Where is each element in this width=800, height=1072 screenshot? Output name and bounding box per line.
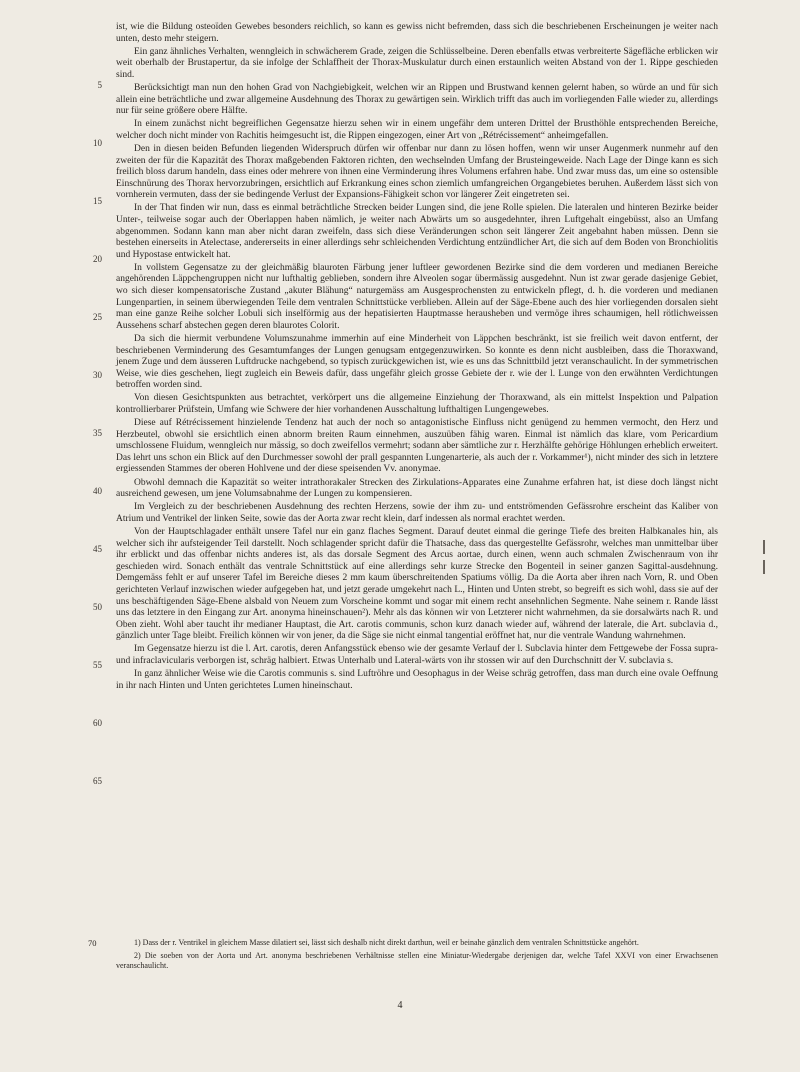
line-number: 60 bbox=[93, 718, 102, 728]
margin-mark bbox=[763, 540, 765, 554]
paragraph: Von diesen Gesichtspunkten aus betrachtet, verkörpert uns die allgemeine Einziehung der Thoraxwand, als ein mittelst Inspektion und Palpation kontrollierbarer Prüfstein, Umfang wie Schwere der hier vorhandenen Ausschaltung lufthaltigen Lungengewebes. bbox=[116, 393, 718, 415]
paragraph: Da sich die hiermit verbundene Volumszunahme immerhin auf eine Minderheit von Läppchen beschränkt, ist sie freilich weit davon entfernt, der beschriebenen Verminderung des Gesamtumfanges der Lungen genugsam entgegenzuwirken. So konnte es denn nicht ausbleiben, dass die Thoraxwand, jenem Zuge und dem äusseren Luftdrucke nachgebend, so typisch zurückgewichen ist, wie es uns das Schnittbild jetzt veranschaulicht. In der symmetrischen Weise, wie dies geschehen, liegt zugleich ein Beweis dafür, dass ungefähr gleich grosse Gebiete der r. wie der l. Lunge von den erwähnten Verdichtungen betroffen worden sind. bbox=[116, 333, 718, 391]
paragraph: Den in diesen beiden Befunden liegenden Widerspruch dürfen wir offenbar nur dann zu lösen hoffen, wenn wir unser Augenmerk nunmehr auf den zweiten der für die Kapazität des Thorax maßgebenden Faktoren richten, den wechselnden Umfang der Brusteingeweide. Nach Lage der Dinge kann es sich freilich bloss darum handeln, dass eines oder mehrere von ihnen eine Verminderung ihres Volumens erfahren habe. Und zwar muss das, um eine so ostensible Einschnürung des Thorax hervorzubringen, ersichtlich auf Erkrankung eines schon ziemlich umfangreichen Organgebietes beruhen. Außerdem lässt sich von vornherein vermuten, dass der sie bedingende Verlust der Expansions-Fähigkeit schon vor längerer Zeit eingetreten sei. bbox=[116, 143, 718, 201]
footnote: 1) Dass der r. Ventrikel in gleichem Masse dilatiert sei, lässt sich deshalb nicht direkt darthun, weil er beinahe gänzlich dem ventralen Schnittstücke angehört. bbox=[134, 938, 639, 947]
line-number: 10 bbox=[93, 138, 102, 148]
line-number: 40 bbox=[93, 486, 102, 496]
line-number: 30 bbox=[93, 370, 102, 380]
paragraph: ist, wie die Bildung osteoïden Gewebes besonders reichlich, so kann es gewiss nicht befremden, dass sich die beschriebenen Erscheinungen je weiter nach unten, desto mehr steigern. bbox=[116, 22, 718, 44]
line-number: 20 bbox=[93, 254, 102, 264]
paragraph: In einem zunächst nicht begreiflichen Gegensatze hierzu sehen wir in einem ungefähr dem unteren Drittel der Brusthöhle entsprechenden Bereiche, welcher doch nicht minder von Rachitis heimgesucht ist, die Rippen eingezogen, einer Art von „Rétrécissement“ anheimgefallen. bbox=[116, 119, 718, 141]
margin-mark bbox=[763, 560, 765, 574]
line-number: 15 bbox=[93, 196, 102, 206]
paragraph: In vollstem Gegensatze zu der gleichmäßig blauroten Färbung jener luftleer gewordenen Bezirke sind die dem vorderen und medianen Bereiche angehörenden Läppchengruppen nicht nur lufthaltig geblieben, sondern ihre Alveolen sogar übermässig ausgedehnt. Nun ist zwar gerade dasjenige Gebiet, wo sich dieser kompensatorische Zustand „akuter Blähung“ naturgemäss am Ausgesprochensten zu entwickeln pflegt, d. h. die vorderen und medianen Lungenpartien, in seinem überwiegenden Teile dem ventralen Schnittstücke verblieben. Allein auf der Säge-Ebene auch des hier vorliegenden dorsalen sieht man eine ganze Reihe solcher Lobuli sich inselförmig aus der hepatisierten Hauptmasse herausheben und vermöge ihres schaumigen, hell rötlichweissen Aussehens scharf abstechen gegen deren blaurotes Colorit. bbox=[116, 262, 718, 331]
line-number: 45 bbox=[93, 544, 102, 554]
body-text bbox=[93, 22, 719, 786]
footnote: 2) Die soeben von der Aorta und Art. anonyma beschriebenen Verhältnisse stellen eine Miniatur-Wiedergabe derjenigen dar, welche Tafel XXVI von einer Erwachsenen veranschaulicht. bbox=[116, 951, 718, 970]
paragraph: Im Vergleich zu der beschriebenen Ausdehnung des rechten Herzens, sowie der ihm zu- und entströmenden Gefässrohre erscheint das Kaliber von Atrium und Ventrikel der linken Seite, sowie das der Aorta zwar recht klein, darf indessen als normal erachtet werden. bbox=[116, 502, 718, 524]
paragraph: Im Gegensatze hierzu ist die l. Art. carotis, deren Anfangsstück ebenso wie der gesamte Verlauf der l. Subclavia hinter dem Fettgewebe der Fossa supra- und infraclavicularis verborgen ist, schräg halbiert. Etwas Unterhalb und Lateral-wärts von ihr stossen wir auf den Durchschnitt der V. subclavia s. bbox=[116, 644, 718, 666]
line-number: 5 bbox=[97, 80, 102, 90]
page-number: 4 bbox=[397, 1000, 403, 1011]
paragraph: In der That finden wir nun, dass es einmal beträchtliche Strecken beider Lungen sind, die jene Rolle spielen. Die lateralen und hinteren Bezirke beider Unter-, teilweise sogar auch der Oberlappen haben nämlich, je weiter nach Abwärts um so ausgedehnter, ihren Luftgehalt eingebüsst, also an Umfang abgenommen. Sodann kann man aber nicht daran zweifeln, dass sich diese Veränderungen schon seit längerer Zeit angebahnt haben müssen. Denn sie bestehen einerseits in Atelectase, andererseits in einer allerdings sehr schleichenden Verdichtung entzündlicher Art, die sich auf dem Boden von Bronchiolitis und Hypostase entwickelt hat. bbox=[116, 203, 718, 260]
paragraph: Berücksichtigt man nun den hohen Grad von Nachgiebigkeit, welchen wir an Rippen und Brustwand kennen gelernt haben, so würde an und für sich allein eine beträchtliche und zwar allgemeine Ausdehnung des Thorax zu gewärtigen sein. Wirklich trifft das auch im vorliegenden Falle wieder zu, allerdings nur für seine größere obere Hälfte. bbox=[116, 82, 718, 117]
paragraph: Diese auf Rétrécissement hinzielende Tendenz hat auch der noch so antagonistische Einfluss nicht genügend zu hemmen vermocht, den Herz und Herzbeutel, obwohl sie ersichtlich einen abnorm breiten Raum einnehmen, auszuüben fähig waren. Einmal ist nämlich das klare, vom Pericardium umschlossene Fluidum, wenngleich nur mässig, so doch zweifellos vermehrt; sodann aber sämtliche zur r. Herzhälfte gehörige Höhlungen erheblich erweitert. Das lehrt uns schon ein Blick auf den Durchmesser sowohl der prall gespannten Lungenarterie, als auch der r. Vorkammer¹), nicht minder des sich in letztere ergiessenden Stammes der oberen Hohlvene und der diese speisenden Vv. anonymae. bbox=[116, 418, 719, 475]
footnotes bbox=[88, 938, 718, 974]
line-number: 25 bbox=[93, 312, 102, 322]
line-number: 50 bbox=[93, 602, 102, 612]
paragraph: Obwohl demnach die Kapazität so weiter intrathorakaler Strecken des Zirkulations-Apparates eine Zunahme erfahren hat, ist diese doch längst nicht ausreichend gewesen, um jene Volumsabnahme der Lungen zu kompensieren. bbox=[116, 477, 718, 500]
line-number: 55 bbox=[93, 660, 102, 670]
paragraph: In ganz ähnlicher Weise wie die Carotis communis s. sind Luftröhre und Oesophagus in der Weise schräg getroffen, dass man durch eine ovale Oeffnung in ihr nach Hinten und Unten gerichtetes Lumen hineinschaut. bbox=[116, 669, 718, 691]
line-number: 35 bbox=[93, 428, 102, 438]
line-number: 65 bbox=[93, 776, 102, 786]
line-number: 70 bbox=[88, 938, 97, 948]
paragraph: Ein ganz ähnliches Verhalten, wenngleich in schwächerem Grade, zeigen die Schlüsselbeine. Deren ebenfalls etwas verbreiterte Sägefläche erblicken wir weit oberhalb der Brustapertur, da sie infolge der Schlaffheit der Thorax-Muskulatur durch einen erstaunlich weiten Abstand von der 1. Rippe geschieden sind. bbox=[116, 46, 718, 80]
paragraph: Von der Hauptschlagader enthält unsere Tafel nur ein ganz flaches Segment. Darauf deutet einmal die geringe Tiefe des breiten Halbkanales hin, als welcher sich ihr aufsteigender Teil darstellt. Noch schlagender spricht dafür die Thatsache, dass das quergestellte Gefässrohr, welches man unmittelbar über ihr erblickt und das offenbar nichts anderes ist, als das dorsale Segment des Arcus aortae, durch einen, wenn auch schmalen Zwischenraum von ihr geschieden wird. Sonach enthält das ventrale Schnittstück auf eine allerdings sehr kurze Strecke den Bogenteil in seiner ganzen Sagittal-ausdehnung. Demgemäss fehlt er auf unserer Tafel im Bereiche dieses 2 mm kaum überschreitenden Spatiums völlig. Da die Aorta aber ihren nach Vorn, R. und Oben gerichteten Verlauf inzwischen wieder aufgegeben hat, und jetzt gerade umgekehrt nach L., Hinten und Unten strebt, so begreift es sich wohl, dass sie auf der uns beschäftigenden Säge-Ebene alsbald von Neuem zum Vorscheine kommt und sogar mit einem recht ansehnlichen Segmente. Nahe seinem r. Rande lässt uns das letztere in den Eingang zur Art. anonyma hineinschauen²). Mehr als das können wir von Letzterer nicht wahrnehmen, da sie dorsalwärts nach R. und Oben zieht. Wohl aber taucht ihr medianer Hauptast, die Art. carotis communis, schon kurz danach wieder auf, während der laterale, die Art. subclavia d., gänzlich unter Tage bleibt. Freilich können wir von jener, da die Säge sie nicht einmal tangential eröffnet hat, nur die ventrale Wandung wahrnehmen. bbox=[116, 526, 718, 642]
